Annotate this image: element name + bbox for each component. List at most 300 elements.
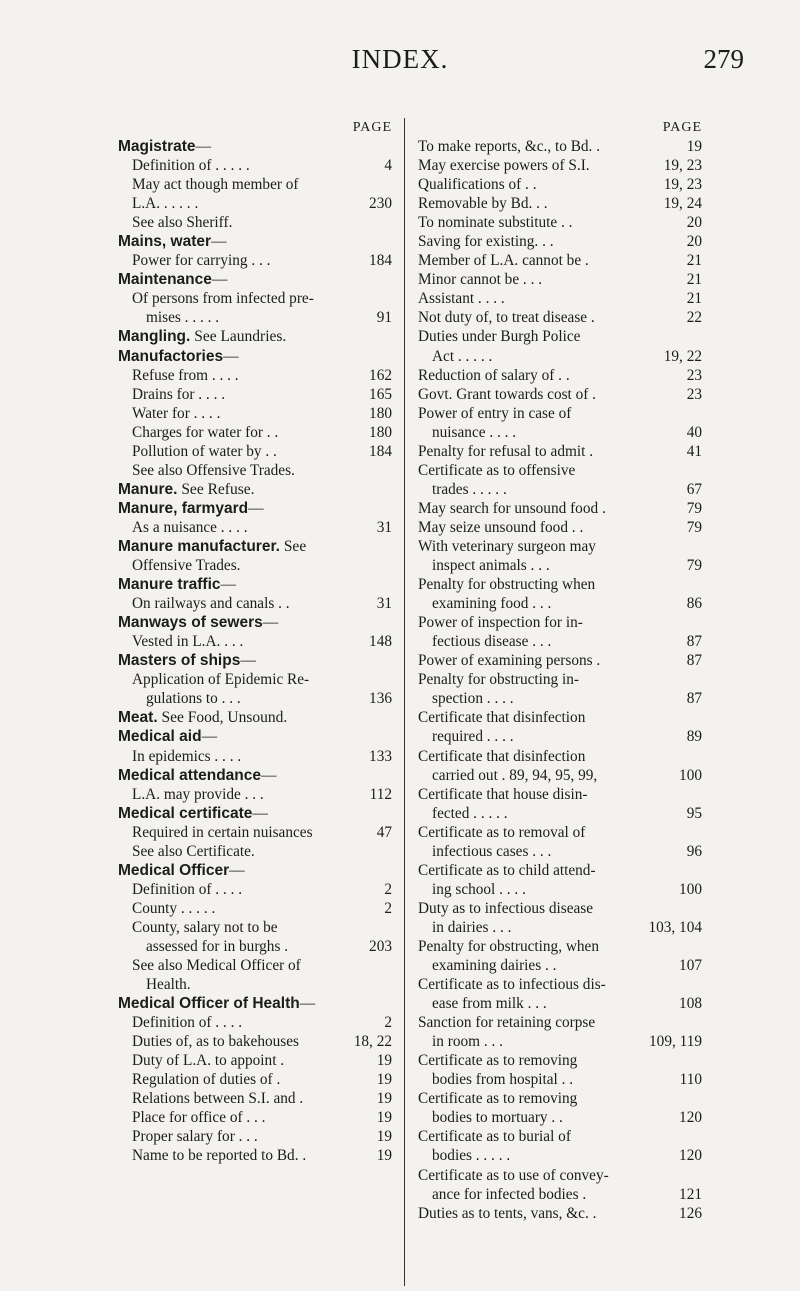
index-entry [418, 842, 702, 861]
page-ref: 91 [376, 309, 392, 327]
page-ref: 19 [376, 1071, 392, 1089]
entry-text [118, 137, 388, 156]
heading-rest: See [279, 537, 307, 555]
index-entry [118, 937, 392, 956]
entry-text: Health. [146, 976, 191, 994]
index-entry [118, 823, 392, 842]
index-entry [418, 480, 702, 499]
index-entry [418, 880, 702, 899]
index-entry [418, 1204, 702, 1223]
page-ref: 23 [686, 385, 702, 403]
entry-text: mises . . . . . [146, 309, 220, 327]
entry-text [118, 232, 388, 251]
page-ref: 148 [369, 633, 392, 651]
entry-text: Certificate that disinfection [418, 747, 586, 765]
heading-rest: See Food, Unsound. [157, 709, 288, 727]
index-entry [418, 461, 702, 480]
page-ref: 2 [384, 1014, 392, 1032]
entry-text: Regulation of duties of . [132, 1071, 281, 1089]
entry-text: spection . . . . [432, 690, 514, 708]
entry-text: Certificate as to child attend- [418, 861, 596, 879]
entry-text: bodies to mortuary . . [432, 1109, 563, 1127]
entry-text: May seize unsound food . . [418, 518, 584, 536]
entry-text: Definition of . . . . . [132, 157, 250, 175]
entry-text [118, 804, 388, 823]
index-entry [118, 518, 392, 537]
page-ref [698, 899, 702, 918]
entry-text: fected . . . . . [432, 804, 508, 822]
page-ref: 21 [686, 290, 702, 308]
page-ref [388, 537, 392, 556]
page-ref: 121 [679, 1185, 702, 1203]
page-number: 279 [703, 44, 744, 74]
page-ref [388, 613, 392, 632]
index-entry [418, 1185, 702, 1204]
entry-text: See also Offensive Trades. [132, 461, 295, 479]
page-ref [698, 1051, 702, 1070]
page-ref: 19 [376, 1147, 392, 1165]
page-ref [388, 556, 392, 575]
page-ref [698, 937, 702, 956]
page-ref: 31 [376, 518, 392, 536]
heading-term: Manure manufacturer. [118, 537, 280, 555]
heading-term: Meat. [118, 709, 158, 727]
index-entry [418, 194, 702, 213]
index-entry [118, 213, 392, 232]
page-ref [388, 727, 392, 746]
entry-text [118, 994, 388, 1013]
index-heading [118, 994, 392, 1013]
index-column-left [118, 118, 392, 1166]
entry-text: May exercise powers of S.I. [418, 157, 590, 175]
page-ref: 89 [686, 728, 702, 746]
page-ref [698, 823, 702, 842]
heading-rest: — [211, 233, 227, 251]
page-ref: 20 [686, 233, 702, 251]
heading-rest: — [262, 614, 279, 632]
index-entry [418, 366, 702, 385]
entry-text: In epidemics . . . . [132, 747, 242, 765]
page-ref [388, 842, 392, 861]
index-entry [118, 1089, 392, 1108]
page-ref: 162 [369, 366, 392, 384]
index-entry [118, 670, 392, 689]
page-ref: 2 [384, 880, 392, 898]
index-heading [118, 480, 392, 499]
index-entry [418, 785, 702, 804]
page-ref [698, 708, 702, 727]
page-ref [698, 1127, 702, 1146]
heading-term: Mangling. [118, 328, 191, 346]
page-ref [698, 861, 702, 880]
page-ref: 100 [679, 766, 702, 784]
heading-rest: — [211, 271, 228, 289]
page-ref: 22 [686, 309, 702, 327]
index-entry [418, 613, 702, 632]
page-ref: 112 [369, 785, 392, 803]
entry-text: Penalty for refusal to admit . [418, 442, 594, 460]
entry-text: Vested in L.A. . . . [132, 633, 244, 651]
index-entry [118, 385, 392, 404]
page-header [0, 44, 800, 78]
heading-term: Manways of sewers [118, 614, 263, 632]
entry-text [118, 480, 388, 499]
heading-rest: — [299, 995, 316, 1013]
page-ref: 79 [686, 518, 702, 536]
entry-text: Penalty for obstructing in- [418, 671, 580, 689]
entry-text: To make reports, &c., to Bd. . [418, 138, 601, 155]
page-ref [698, 747, 702, 766]
index-entry [418, 327, 702, 346]
entry-text: Certificate as to burial of [418, 1128, 571, 1146]
page-ref: 180 [369, 404, 392, 422]
entry-text [118, 651, 388, 670]
index-entry [418, 156, 702, 175]
index-entry [118, 918, 392, 937]
entry-text: May search for unsound food . [418, 499, 606, 517]
entry-text: See also Sheriff. [132, 214, 233, 232]
heading-term: Medical Officer of Health [118, 995, 300, 1013]
entry-text: examining food . . . [432, 595, 552, 613]
page-ref [698, 461, 702, 480]
entry-text: Definition of . . . . [132, 1014, 243, 1032]
entry-text: Charges for water for . . [132, 423, 279, 441]
index-heading [118, 804, 392, 823]
page-ref: 86 [686, 595, 702, 613]
entry-text: Definition of . . . . [132, 880, 243, 898]
entry-text: Duty of L.A. to appoint . [132, 1052, 285, 1070]
entry-text: As a nuisance . . . . [132, 518, 248, 536]
index-entry [418, 251, 702, 270]
index-heading [118, 327, 392, 346]
index-entry [118, 461, 392, 480]
entry-text: Water for . . . . [132, 404, 221, 422]
running-title: INDEX. [351, 44, 449, 74]
index-entry [118, 442, 392, 461]
entry-text: required . . . . [432, 728, 514, 746]
entry-text: ing school . . . . [432, 880, 526, 898]
page-ref [388, 327, 392, 346]
page-ref: 230 [369, 195, 392, 213]
entry-text: nuisance . . . . [432, 423, 517, 441]
entry-text: Penalty for obstructing, when [418, 937, 599, 955]
index-entry [118, 842, 392, 861]
heading-term: Manure traffic [118, 576, 221, 594]
page-ref: 109, 119 [649, 1033, 702, 1051]
page-ref: 41 [686, 442, 702, 460]
index-entry [118, 251, 392, 270]
page-ref: 87 [686, 652, 702, 670]
entry-text: Certificate that house disin- [418, 785, 588, 803]
page-ref [388, 670, 392, 689]
entry-text: County . . . . . [132, 899, 216, 917]
entry-text: Act . . . . . [432, 347, 493, 365]
page-ref: 120 [679, 1147, 702, 1165]
entry-text: Power of entry in case of [418, 404, 572, 422]
page-ref: 19 [686, 138, 702, 155]
entry-text: On railways and canals . . [132, 595, 290, 613]
index-entry [418, 918, 702, 937]
index-entry [118, 632, 392, 651]
page-ref: 203 [369, 937, 392, 955]
entry-text: Removable by Bd. . . [418, 195, 548, 213]
page-ref [388, 766, 392, 785]
entry-text: Duties of, as to bakehouses [132, 1033, 299, 1051]
heading-rest: See Refuse. [177, 480, 255, 498]
page-ref: 79 [686, 557, 702, 575]
page-ref [698, 1166, 702, 1185]
page-ref [698, 613, 702, 632]
index-entry [118, 289, 392, 308]
heading-term: Magistrate [118, 138, 196, 155]
entry-text: Offensive Trades. [132, 557, 241, 575]
index-entry [418, 823, 702, 842]
page-ref: 19, 22 [663, 347, 702, 365]
page-ref: 126 [679, 1204, 702, 1222]
entry-text: trades . . . . . [432, 480, 507, 498]
index-entry [118, 1051, 392, 1070]
index-entry [418, 270, 702, 289]
page-ref: 23 [686, 366, 702, 384]
heading-rest: — [252, 804, 268, 822]
entry-text: Reduction of salary of . . [418, 366, 570, 384]
page-ref: 4 [384, 157, 392, 175]
index-entry [118, 880, 392, 899]
heading-term: Manure. [118, 480, 178, 498]
heading-rest: — [261, 766, 277, 784]
page-ref [698, 670, 702, 689]
entry-text: Qualifications of . . [418, 176, 537, 194]
page-ref: 21 [686, 252, 702, 270]
index-entry [418, 937, 702, 956]
entry-text: Certificate as to use of convey- [418, 1166, 609, 1184]
entry-text: Name to be reported to Bd. . [132, 1147, 307, 1165]
page-ref: 120 [679, 1109, 702, 1127]
entry-text [118, 575, 388, 594]
page-ref: 110 [679, 1071, 702, 1089]
entry-text: inspect animals . . . [432, 557, 550, 575]
page-ref: 67 [686, 480, 702, 498]
page-ref: 20 [686, 214, 702, 232]
entry-text [118, 270, 388, 289]
entry-text: Certificate that disinfection [418, 709, 586, 727]
index-entry [118, 366, 392, 385]
page-ref: 18, 22 [353, 1033, 392, 1051]
index-entry [118, 689, 392, 708]
entry-text [118, 499, 388, 518]
page-ref: 100 [679, 880, 702, 898]
page-ref: 19 [376, 1128, 392, 1146]
page-ref [388, 499, 392, 518]
entry-text: Required in certain nuisances [132, 823, 313, 841]
page-ref [698, 785, 702, 804]
page-ref: 87 [686, 633, 702, 651]
entry-text [118, 613, 388, 632]
entry-text [118, 766, 388, 785]
index-entry [118, 1032, 392, 1051]
index-entry [418, 899, 702, 918]
entry-text: Certificate as to infectious dis- [418, 976, 606, 994]
index-entry [418, 499, 702, 518]
page-ref [388, 651, 392, 670]
entry-text: infectious cases . . . [432, 842, 552, 860]
page-ref: 19, 24 [663, 195, 702, 213]
entry-text: Govt. Grant towards cost of . [418, 385, 597, 403]
page-ref [388, 708, 392, 727]
index-heading [118, 347, 392, 366]
page-ref [388, 804, 392, 823]
index-entry [418, 1127, 702, 1146]
index-entry [418, 308, 702, 327]
index-entry [118, 975, 392, 994]
heading-term: Manure, farmyard [118, 499, 249, 517]
page-ref [388, 861, 392, 880]
heading-rest: — [220, 576, 236, 594]
index-entry [118, 747, 392, 766]
page-ref [698, 537, 702, 556]
index-entry [418, 804, 702, 823]
page-ref: 184 [369, 442, 392, 460]
page-column-label: PAGE [662, 120, 702, 135]
entry-text: Certificate as to removing [418, 1090, 578, 1108]
page-ref: 47 [376, 823, 392, 841]
entry-text: ease from milk . . . [432, 995, 547, 1013]
index-entry [418, 689, 702, 708]
page-ref [388, 918, 392, 937]
heading-rest: — [195, 138, 212, 155]
index-entry [118, 1013, 392, 1032]
entry-text: ance for infected bodies . [432, 1185, 587, 1203]
page-ref: 19 [376, 1109, 392, 1127]
page-ref [698, 327, 702, 346]
entry-text: Proper salary for . . . [132, 1128, 258, 1146]
index-entry [418, 442, 702, 461]
page-ref: 165 [369, 385, 392, 403]
page-ref [388, 289, 392, 308]
index-entry [418, 1051, 702, 1070]
heading-term: Manufactories [118, 347, 224, 365]
page-ref [388, 575, 392, 594]
entry-text [118, 537, 388, 556]
index-entry [118, 956, 392, 975]
entry-text: Assistant . . . . [418, 290, 505, 308]
page-ref [388, 270, 392, 289]
entry-text: Relations between S.I. and . [132, 1090, 304, 1108]
entry-text [118, 347, 388, 366]
index-entry [118, 1146, 392, 1165]
page-ref: 180 [369, 423, 392, 441]
index-entry [118, 1127, 392, 1146]
entry-text: Power of examining persons . [418, 652, 601, 670]
index-entry [418, 727, 702, 746]
page-ref: 40 [686, 423, 702, 441]
index-entry [118, 785, 392, 804]
heading-rest: — [201, 728, 218, 746]
page-ref: 95 [686, 804, 702, 822]
page-ref: 133 [369, 747, 392, 765]
index-entry [418, 289, 702, 308]
entry-text [118, 727, 388, 746]
entry-text: See also Certificate. [132, 842, 255, 860]
index-heading [118, 861, 392, 880]
index-entry [418, 1108, 702, 1127]
heading-term: Medical Officer [118, 861, 230, 879]
index-entry [418, 385, 702, 404]
page-ref [388, 232, 392, 251]
index-entry [418, 766, 702, 785]
index-entry [118, 594, 392, 613]
entry-text: Drains for . . . . [132, 385, 226, 403]
entry-text: Not duty of, to treat disease . [418, 309, 595, 327]
index-entry [418, 213, 702, 232]
entry-text: Certificate as to removing [418, 1052, 578, 1070]
heading-rest: — [223, 347, 239, 365]
heading-rest: See Laundries. [190, 328, 287, 346]
heading-rest: — [240, 652, 256, 670]
page-column-label: PAGE [352, 120, 392, 135]
entry-text [118, 708, 388, 727]
entry-text: L.A. may provide . . . [132, 785, 264, 803]
index-entry [418, 423, 702, 442]
page-ref: 19, 23 [663, 157, 702, 175]
page-ref: 96 [686, 842, 702, 860]
index-entry [418, 975, 702, 994]
entry-text: Refuse from . . . . [132, 366, 239, 384]
entry-text: in room . . . [432, 1033, 503, 1051]
entry-text: Member of L.A. cannot be . [418, 252, 589, 270]
page-ref: 107 [679, 957, 702, 975]
entry-text [118, 861, 388, 880]
entry-text: bodies . . . . . [432, 1147, 511, 1165]
page-ref: 136 [369, 690, 392, 708]
index-entry [418, 594, 702, 613]
entry-text: Certificate as to removal of [418, 823, 586, 841]
index-entry [118, 308, 392, 327]
index-entry [118, 899, 392, 918]
page-ref [388, 975, 392, 994]
entry-text: examining dairies . . [432, 957, 557, 975]
heading-term: Medical certificate [118, 804, 253, 822]
index-entry [118, 156, 392, 175]
page-ref: 19, 23 [663, 176, 702, 194]
entry-text: Power of inspection for in- [418, 614, 583, 632]
index-heading [118, 766, 392, 785]
entry-text: Duties as to tents, vans, &c. . [418, 1204, 597, 1222]
index-heading [118, 137, 392, 156]
page-ref [698, 975, 702, 994]
page-ref: 19 [376, 1090, 392, 1108]
page-ref: 103, 104 [648, 918, 702, 936]
index-heading [118, 727, 392, 746]
index-entry [418, 708, 702, 727]
entry-text: Certificate as to offensive [418, 461, 576, 479]
heading-term: Maintenance [118, 271, 212, 289]
page-ref [388, 137, 392, 156]
page-ref: 184 [369, 252, 392, 270]
page-ref [698, 1089, 702, 1108]
index-entry [418, 1013, 702, 1032]
entry-text: See also Medical Officer of [132, 957, 301, 975]
index-entry [418, 1070, 702, 1089]
index-heading [118, 537, 392, 556]
index-entry [418, 575, 702, 594]
entry-text: May act though member of [132, 176, 299, 194]
entry-text: carried out . 89, 94, 95, 99, [432, 766, 598, 784]
index-entry [418, 175, 702, 194]
page-ref [698, 1013, 702, 1032]
index-heading [118, 499, 392, 518]
entry-text: fectious disease . . . [432, 633, 552, 651]
